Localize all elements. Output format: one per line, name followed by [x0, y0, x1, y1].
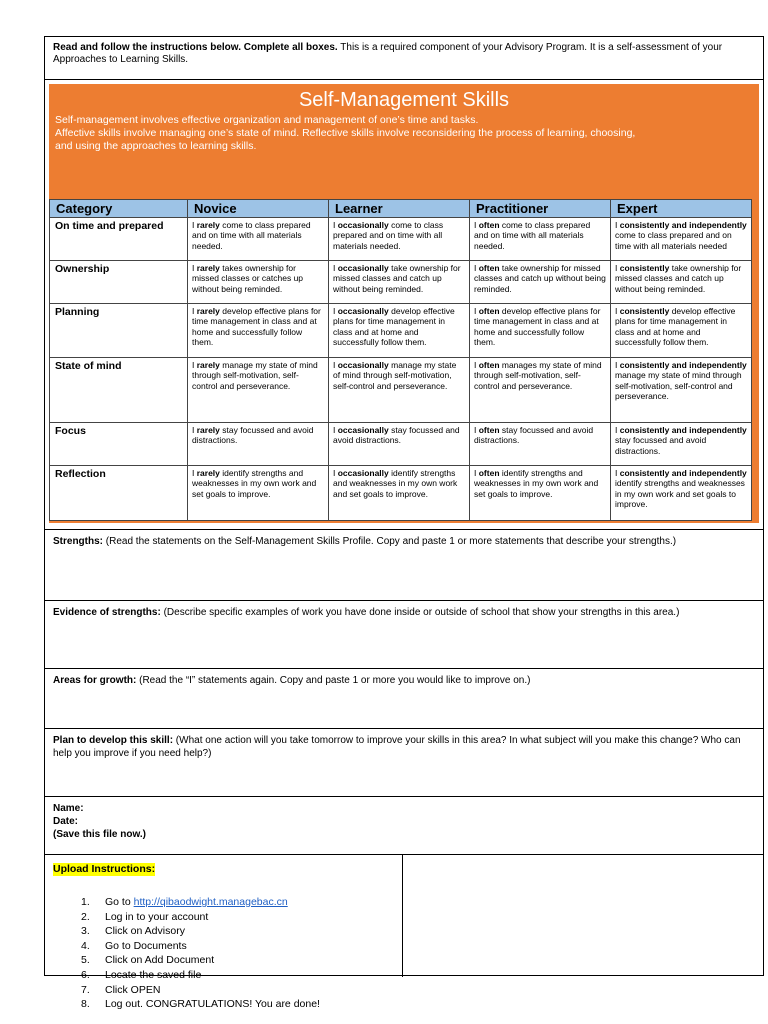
cell-descriptor: take ownership for missed classes and catch up without being reminded.	[474, 263, 606, 294]
cell-prefix: I	[333, 425, 338, 435]
strengths-box[interactable]	[45, 530, 763, 601]
managebac-link[interactable]: http://qibaodwight.managebac.cn	[133, 896, 288, 908]
upload-step	[53, 983, 394, 998]
rubric-cell-novice	[188, 358, 329, 423]
cell-descriptor: stay focussed and avoid distractions.	[192, 425, 314, 446]
step-text: Log in to your account	[105, 910, 209, 923]
category-cell: Focus	[50, 423, 188, 466]
step-number: 7.	[81, 983, 90, 996]
cell-descriptor: identify strengths and weaknesses in my own work and set goals to improve.	[615, 478, 745, 510]
cell-prefix: I	[474, 306, 479, 316]
rubric-cell-novice	[188, 218, 329, 261]
cell-frequency-word: consistently	[619, 263, 670, 273]
rubric-cell-learner	[329, 218, 470, 261]
upload-step	[53, 924, 394, 939]
cell-prefix: I	[192, 263, 197, 273]
cell-prefix: I	[615, 425, 620, 435]
rubric-cell-expert	[611, 304, 752, 358]
category-cell: Reflection	[50, 466, 188, 521]
upload-heading: Upload Instructions:	[53, 863, 156, 875]
cell-prefix: I	[474, 468, 479, 478]
cell-frequency-word: occasionally	[337, 306, 389, 316]
rubric-row-focus	[50, 423, 752, 466]
cell-frequency-word: consistently	[619, 306, 670, 316]
cell-prefix: I	[192, 425, 197, 435]
upload-section	[45, 855, 763, 1011]
cell-descriptor: identify strengths and weaknesses in my own work and set goals to improve.	[192, 468, 317, 499]
intro-instructions	[45, 37, 763, 80]
step-number: 1.	[81, 896, 90, 908]
rubric-cell-practitioner	[470, 466, 611, 521]
cell-descriptor: come to class prepared and on time with all materials needed	[615, 230, 732, 251]
category-cell: State of mind	[50, 358, 188, 423]
rubric-table	[49, 199, 752, 521]
cell-prefix: I	[474, 360, 479, 370]
plan-label: Plan to develop this skill:	[53, 735, 174, 746]
rubric-row-state-of-mind	[50, 358, 752, 423]
cell-frequency-word: occasionally	[337, 425, 389, 435]
rubric-cell-expert	[611, 423, 752, 466]
cell-prefix: I	[615, 220, 620, 230]
cell-descriptor: manage my state of mind through self-motivation, self-control and perseverance.	[333, 360, 457, 391]
cell-frequency-word: often	[478, 360, 500, 370]
cell-prefix: I	[192, 306, 197, 316]
cell-frequency-word: often	[478, 263, 500, 273]
upload-step	[53, 910, 394, 925]
rubric-cell-learner	[329, 423, 470, 466]
cell-descriptor: identify strengths and weaknesses in my own work and set goals to improve.	[333, 468, 458, 499]
assessment-sheet	[44, 36, 764, 1011]
upload-step	[53, 997, 394, 1012]
step-number: 6.	[81, 968, 90, 981]
save-reminder: (Save this file now.)	[53, 829, 146, 840]
col-header-expert: Expert	[611, 200, 752, 218]
category-cell: Planning	[50, 304, 188, 358]
rubric-row-ownership	[50, 261, 752, 304]
growth-box[interactable]	[45, 669, 763, 729]
cell-descriptor: stay focussed and avoid distractions.	[474, 425, 594, 446]
rubric-cell-expert	[611, 466, 752, 521]
step-text: Go to Documents	[105, 939, 187, 952]
cell-descriptor: manages my state of mind through self-motivation, self-control and perseverance.	[474, 360, 602, 391]
cell-prefix: I	[333, 306, 338, 316]
cell-frequency-word: rarely	[196, 425, 220, 435]
name-field-label: Name:	[53, 803, 84, 814]
col-header-novice: Novice	[188, 200, 329, 218]
cell-frequency-word: consistently and independently	[619, 220, 747, 230]
cell-descriptor: develop effective plans for time management in class and at home and successfully follow them.	[615, 306, 736, 348]
cell-descriptor: develop effective plans for time management in class and at home and successfully follow them.	[192, 306, 321, 348]
step-text: Click OPEN	[105, 983, 161, 996]
cell-descriptor: come to class prepared and on time with all materials needed.	[333, 220, 444, 251]
rubric-cell-practitioner	[470, 358, 611, 423]
rubric-header-row	[50, 200, 752, 218]
plan-box[interactable]	[45, 729, 763, 797]
strengths-prompt: (Read the statements on the Self-Management Skills Profile. Copy and paste 1 or more statements that describe your strengths.)	[103, 536, 677, 547]
cell-prefix: I	[615, 263, 620, 273]
category-cell: On time and prepared	[50, 218, 188, 261]
cell-prefix: I	[333, 360, 338, 370]
intro-bold-text: Read and follow the instructions below. Complete all boxes.	[53, 42, 338, 53]
step-text: Log out. CONGRATULATIONS! You are done!	[105, 998, 320, 1011]
cell-frequency-word: often	[478, 468, 500, 478]
upload-step	[53, 939, 394, 954]
cell-descriptor: take ownership for missed classes and catch up without being reminded.	[333, 263, 461, 294]
rubric-row-reflection	[50, 466, 752, 521]
cell-prefix: I	[474, 263, 479, 273]
rubric-cell-expert	[611, 261, 752, 304]
cell-prefix: I	[333, 263, 338, 273]
rubric-cell-novice	[188, 423, 329, 466]
cell-frequency-word: consistently and independently	[619, 360, 747, 370]
category-cell: Ownership	[50, 261, 188, 304]
cell-descriptor: develop effective plans for time management in class and at home and successfully follow them.	[333, 306, 455, 348]
panel-description-line-2: Affective skills involve managing one’s state of mind. Reflective skills involve reconsidering the process of learning, choosing,	[55, 127, 636, 139]
col-header-learner: Learner	[329, 200, 470, 218]
col-header-practitioner: Practitioner	[470, 200, 611, 218]
panel-title: Self-Management Skills	[298, 89, 510, 111]
step-text: Go to	[105, 896, 134, 908]
rubric-cell-novice	[188, 304, 329, 358]
evidence-label: Evidence of strengths:	[53, 607, 161, 618]
rubric-row-planning	[50, 304, 752, 358]
growth-label: Areas for growth:	[53, 675, 137, 686]
cell-descriptor: stay focussed and avoid distractions.	[615, 435, 707, 456]
cell-descriptor: come to class prepared and on time with all materials needed.	[474, 220, 591, 251]
rubric-cell-learner	[329, 466, 470, 521]
cell-frequency-word: occasionally	[337, 263, 389, 273]
cell-frequency-word: rarely	[196, 306, 220, 316]
cell-descriptor: manage my state of mind through self-motivation, self-control and perseverance.	[192, 360, 318, 391]
cell-prefix: I	[615, 360, 620, 370]
strengths-label: Strengths:	[53, 536, 103, 547]
cell-prefix: I	[192, 468, 197, 478]
rubric-row-on-time	[50, 218, 752, 261]
rubric-cell-expert	[611, 358, 752, 423]
cell-frequency-word: rarely	[196, 360, 220, 370]
evidence-prompt: (Describe specific examples of work you have done inside or outside of school that show your strengths in this area.)	[160, 607, 680, 618]
upload-step	[53, 968, 394, 983]
rubric-cell-learner	[329, 358, 470, 423]
evidence-box[interactable]	[45, 601, 763, 669]
date-field-label: Date:	[53, 816, 79, 827]
upload-steps-list	[53, 895, 394, 1012]
growth-prompt: (Read the “I” statements again. Copy and paste 1 or more you would like to improve on.)	[136, 675, 531, 686]
rubric-cell-expert	[611, 218, 752, 261]
step-number: 3.	[81, 925, 90, 938]
skills-panel	[45, 80, 763, 530]
cell-prefix: I	[333, 468, 338, 478]
upload-step	[53, 953, 394, 968]
cell-frequency-word: often	[478, 306, 500, 316]
cell-prefix: I	[333, 220, 338, 230]
upload-instructions	[45, 855, 403, 1011]
rubric-cell-learner	[329, 304, 470, 358]
rubric-cell-novice	[188, 466, 329, 521]
cell-frequency-word: consistently and independently	[619, 425, 747, 435]
cell-frequency-word: consistently and independently	[619, 468, 747, 478]
cell-prefix: I	[615, 306, 620, 316]
plan-prompt: (What one action will you take tomorrow to improve your skills in this area? In what subject will you make this change? Who can help you improve if you need help?)	[53, 735, 741, 759]
rubric-cell-novice	[188, 261, 329, 304]
step-number: 5.	[81, 954, 90, 967]
cell-prefix: I	[474, 425, 479, 435]
cell-frequency-word: rarely	[196, 263, 220, 273]
cell-descriptor: take ownership for missed classes and catch up without being reminded.	[615, 263, 742, 294]
cell-frequency-word: often	[478, 220, 500, 230]
cell-descriptor: come to class prepared and on time with all materials needed.	[192, 220, 311, 251]
cell-frequency-word: occasionally	[337, 360, 389, 370]
col-header-category: Category	[50, 200, 188, 218]
cell-prefix: I	[474, 220, 479, 230]
cell-descriptor: takes ownership for missed classes or catches up without being reminded.	[192, 263, 304, 294]
rubric-cell-learner	[329, 261, 470, 304]
name-date-box[interactable]	[45, 797, 763, 855]
rubric-cell-practitioner	[470, 304, 611, 358]
cell-frequency-word: occasionally	[337, 468, 389, 478]
panel-description-line-1: Self-management involves effective organization and management of one’s time and tasks.	[55, 114, 479, 126]
cell-frequency-word: rarely	[196, 220, 220, 230]
cell-descriptor: manage my state of mind through self-motivation, self-control and perseverance.	[615, 370, 742, 402]
step-number: 4.	[81, 939, 90, 952]
cell-descriptor: stay focussed and avoid distractions.	[333, 425, 460, 446]
cell-prefix: I	[615, 468, 620, 478]
upload-step	[53, 895, 394, 910]
step-text: Click on Add Document	[105, 954, 215, 967]
step-number: 8.	[81, 998, 90, 1011]
rubric-cell-practitioner	[470, 423, 611, 466]
cell-frequency-word: rarely	[196, 468, 220, 478]
cell-frequency-word: occasionally	[337, 220, 389, 230]
cell-frequency-word: often	[478, 425, 500, 435]
panel-description-line-3: and using the approaches to learning skills.	[55, 140, 257, 152]
cell-descriptor: identify strengths and weaknesses in my own work and set goals to improve.	[474, 468, 599, 499]
step-number: 2.	[81, 910, 90, 923]
cell-prefix: I	[192, 360, 197, 370]
cell-prefix: I	[192, 220, 197, 230]
step-text: Locate the saved file	[105, 968, 202, 981]
cell-descriptor: develop effective plans for time management in class and at home and successfully follow them.	[474, 306, 601, 348]
step-text: Click on Advisory	[105, 925, 185, 938]
rubric-cell-practitioner	[470, 261, 611, 304]
intro-rest-text: This is a required component of your Advisory Program. It is a self-assessment of your Approaches to Learning Skills.	[53, 42, 723, 65]
rubric-cell-practitioner	[470, 218, 611, 261]
